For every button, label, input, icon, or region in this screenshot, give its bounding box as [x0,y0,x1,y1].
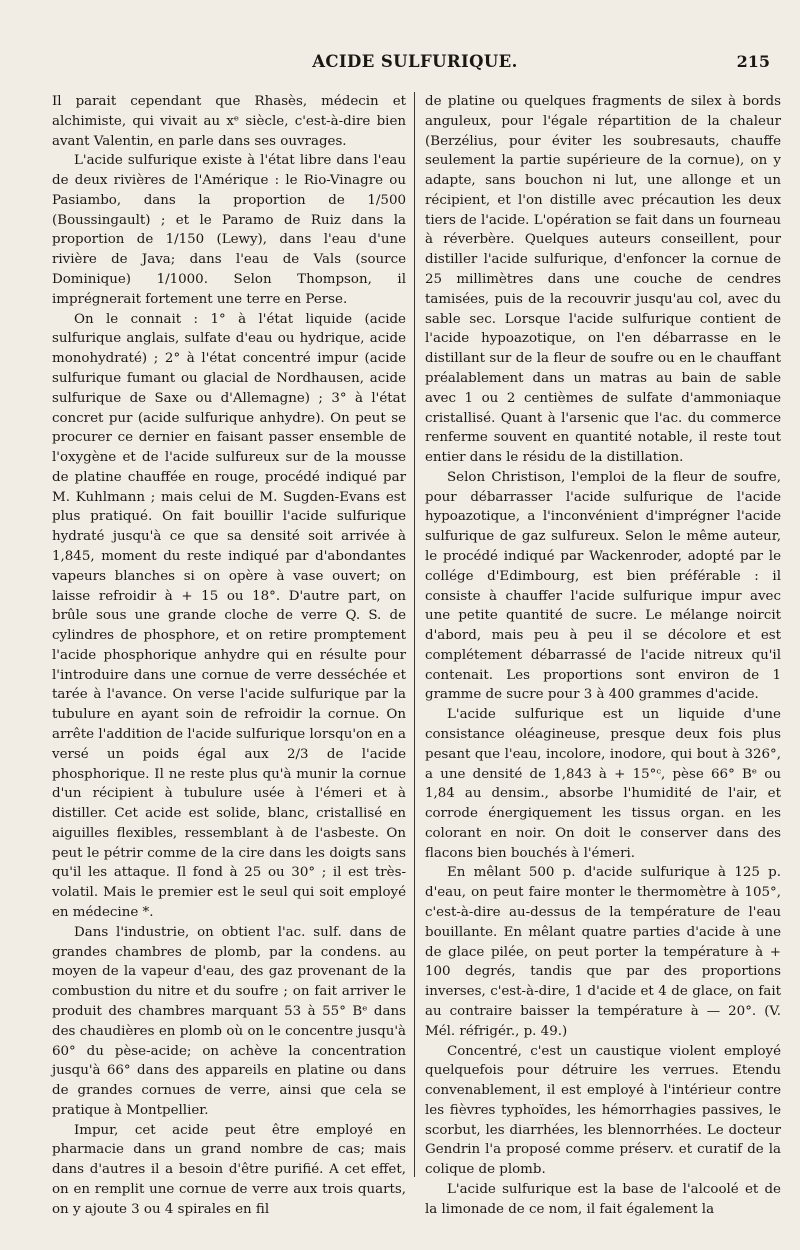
paragraph: On le connait : 1° à l'état liquide (acide sulfurique anglais, sulfate d'eau ou hydrique, acide monohydraté) ; 2° à l'état concentré impur (acide sulfurique fumant ou glacial de Nordhausen, acide sulfurique de Saxe ou d'Allemagne) ; 3° à l'état concret pur (acide sulfurique anhydre). On peut se procurer ce dernier en faisant passer ensemble de l'oxygène et de l'acide sulfureux sur de la mousse de platine chauffée en rouge, procédé indiqué par M. Kuhlmann ; mais celui de M. Sugden-Evans est plus pratiqué. On fait bouillir l'acide sulfurique hydraté jusqu'à ce que sa densité soit arrivée à 1,845, moment du reste indiqué par d'abondantes vapeurs blanches si on opère à vase ouvert; on laisse refroidir à + 15 ou 18°. D'autre part, on brûle sous une grande cloche de verre Q. S. de cylindres de phosphore, et on retire promptement l'acide phosphorique anhydre qui en résulte pour l'introduire dans une cornue de verre desséchée et tarée à l'avance. On verse l'acide sulfurique par la tubulure en ayant soin de refroidir la cornue. On arrête l'addition de l'acide sulfurique lorsqu'on en a versé un poids égal aux 2/3 de l'acide phosphorique. Il ne reste plus qu'à munir la cornue d'un récipient à tubulure usée à l'émeri et à distiller. Cet acide est solide, blanc, cristallisé en aiguilles flexibles, ressemblant à de l'asbeste. On peut le pétrir comme de la cire dans les doigts sans qu'il les attaque. Il fond à 25 ou 30° ; il est très-volatil. Mais le premier est le seul qui soit employé en médecine *. [52,311,406,921]
left-column [52,92,406,1217]
right-column [425,92,781,1217]
paragraph: Concentré, c'est un caustique violent employé quelquefois pour détruire les verrues. Etendu convenablement, il est employé à l'intérieur contre les fièvres typhoïdes, les hémorrhagies passives, le scorbut, les diarrhées, les blennorrhées. Le docteur Gendrin l'a proposé comme préserv. et curatif de la colique de plomb. [425,1043,781,1178]
paragraph: Il parait cependant que Rhasès, médecin et alchimiste, qui vivait au xᵉ siècle, c'est-à-dire bien avant Valentin, en parle dans ses ouvrages. [52,94,406,149]
paragraph: Selon Christison, l'emploi de la fleur de soufre, pour débarrasser l'acide sulfurique de l'acide hypoazotique, a l'inconvénient d'imprégner l'acide sulfurique de gaz sulfureux. Selon le même auteur, le procédé indiqué par Wackenroder, adopté par le collége d'Edimbourg, est bien préférable : il consiste à chauffer l'acide sulfurique impur avec une petite quantité de sucre. Le mélange noircit d'abord, mais peu à peu il se décolore et est complétement débarrassé de l'acide nitreux qu'il contenait. Les proportions sont environ de 1 gramme de sucre pour 3 à 400 grammes d'acide. [425,469,781,703]
paragraph: Dans l'industrie, on obtient l'ac. sulf. dans de grandes chambres de plomb, par la condens. au moyen de la vapeur d'eau, des gaz provenant de la combustion du nitre et du soufre ; on fait arriver le produit des chambres marquant 53 à 55° Bᵉ dans des chaudières en plomb où on le concentre jusqu'à 60° du pèse-acide; on achève la concentration jusqu'à 66° dans des appareils en platine ou dans de grandes cornues de verre, ainsi que cela se pratique à Montpellier. [52,924,406,1118]
running-title: ACIDE SULFURIQUE. [312,52,518,71]
paragraph: L'acide sulfurique existe à l'état libre dans l'eau de deux rivières de l'Amérique : le Rio-Vinagre ou Pasiambo, dans la proportion de 1/500 (Boussingault) ; et le Paramo de Ruiz dans la proportion de 1/150 (Lewy), dans l'eau d'une rivière de Java; dans l'eau de Vals (source Dominique) 1/1000. Selon Thompson, il imprégnerait fortement une terre en Perse. [52,153,406,307]
running-head [50,52,780,74]
column-divider [414,92,415,1177]
page-number: 215 [736,52,770,71]
paragraph: L'acide sulfurique est la base de l'alcoolé et de la limonade de ce nom, il fait également la [425,1181,781,1217]
paragraph: En mêlant 500 p. d'acide sulfurique à 125 p. d'eau, on peut faire monter le thermomètre à 105°, c'est-à-dire au-dessus de la température de l'eau bouillante. En mêlant quatre parties d'acide à une de glace pilée, on peut porter la température à + 100 degrés, tandis que par des proportions inverses, c'est-à-dire, 1 d'acide et 4 de glace, on fait au contraire baisser la température à — 20°. (V. Mél. réfrigér., p. 49.) [425,865,781,1039]
paragraph: de platine ou quelques fragments de silex à bords anguleux, pour l'égale répartition de la chaleur (Berzélius, pour éviter les soubresauts, chauffe seulement la partie supérieure de la cornue), on y adapte, sans bouchon ni lut, une allonge et un récipient, et l'on distille avec précaution les deux tiers de l'acide. L'opération se fait dans un fourneau à réverbère. Quelques auteurs conseillent, pour distiller l'acide sulfurique, d'enfoncer la cornue de 25 millimètres dans une couche de cendres tamisées, puis de la recouvrir jusqu'au col, avec du sable sec. Lorsque l'acide sulfurique contient de l'acide hypoazotique, on l'en débarrasse en le distillant sur de la fleur de soufre ou en le chauffant préalablement dans un matras au bain de sable avec 1 ou 2 centièmes de sulfate d'ammoniaque cristallisé. Quant à l'arsenic que l'ac. du commerce renferme souvent en quantité notable, il reste tout entier dans le résidu de la distillation. [425,94,781,466]
paragraph: L'acide sulfurique est un liquide d'une consistance oléagineuse, presque deux fois plus pesant que l'eau, incolore, inodore, qui bout à 326°, a une densité de 1,843 à + 15°ᶜ, pèse 66° Bᵉ ou 1,84 au densim., absorbe l'humidité de l'air, et corrode énergiquement les tissus organ. en les colorant en noir. On doit le conserver dans des flacons bien bouchés à l'émeri. [425,707,781,861]
paragraph: Impur, cet acide peut être employé en pharmacie dans un grand nombre de cas; mais dans d'autres il a besoin d'être purifié. A cet effet, on en remplit une cornue de verre aux trois quarts, on y ajoute 3 ou 4 spirales en fil [52,1122,406,1217]
